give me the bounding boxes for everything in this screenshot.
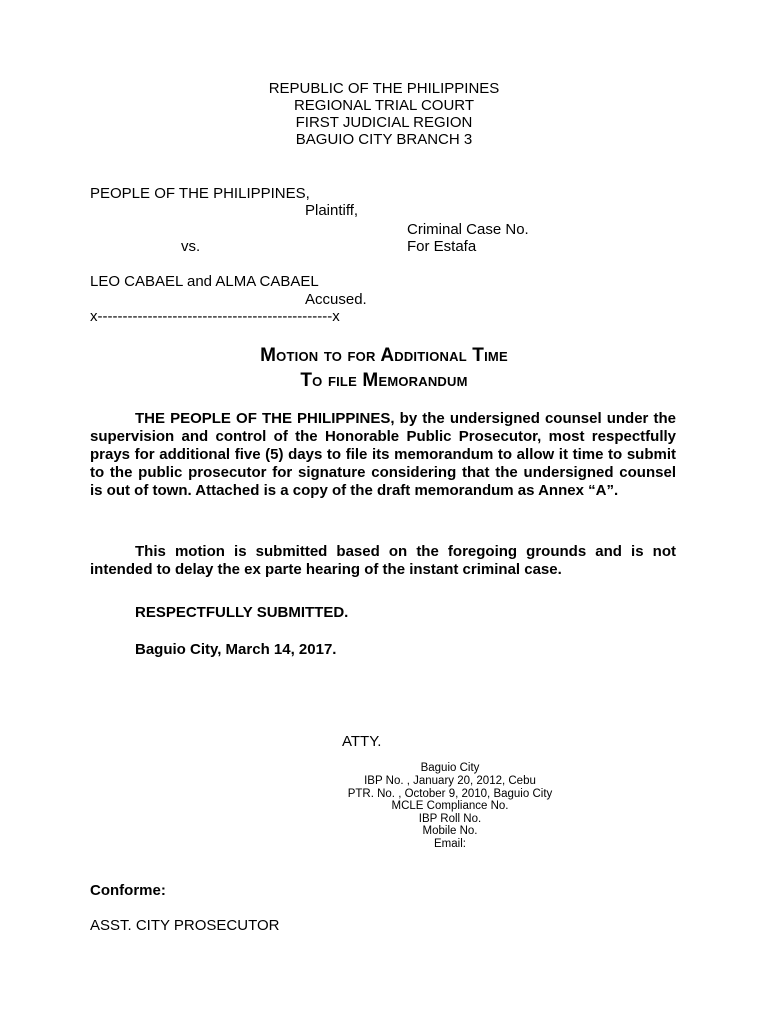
prosecutor-label: ASST. CITY PROSECUTOR xyxy=(90,917,280,934)
body-paragraph-2: This motion is submitted based on the foregoing grounds and is not intended to delay the ex parte hearing of the instant criminal case. xyxy=(90,543,676,578)
caption-branch: BAGUIO CITY BRANCH 3 xyxy=(295,131,473,148)
plaintiff-name: PEOPLE OF THE PHILIPPINES, xyxy=(90,185,310,202)
caption-region: FIRST JUDICIAL REGION xyxy=(295,114,473,131)
caption-separator: x-----------------------------------------------x xyxy=(90,308,340,325)
attorney-ibp: IBP No. , January 20, 2012, Cebu xyxy=(364,775,536,787)
place-and-date: Baguio City, March 14, 2017. xyxy=(135,641,337,658)
accused-role: Accused. xyxy=(305,291,367,308)
body-paragraph-1: THE PEOPLE OF THE PHILIPPINES, by the undersigned counsel under the supervision and control of the Honorable Public Prosecutor, most respectfully prays for additional five (5) days to file its memorandum to allow it time to submit to the public prosecutor for signature considering that the undersigned counsel is out of town. Attached is a copy of the draft memorandum as Annex “A”. xyxy=(90,410,676,499)
plaintiff-role: Plaintiff, xyxy=(305,202,359,219)
attorney-email: Email: xyxy=(434,838,466,850)
attorney-mobile: Mobile No. xyxy=(422,825,478,837)
attorney-roll: IBP Roll No. xyxy=(418,813,482,825)
attorney-mcle: MCLE Compliance No. xyxy=(391,800,509,812)
caption-court: REGIONAL TRIAL COURT xyxy=(293,97,475,114)
respectfully-submitted: RESPECTFULLY SUBMITTED. xyxy=(135,604,349,621)
attorney-ptr: PTR. No. , October 9, 2010, Baguio City xyxy=(347,788,553,800)
attorney-city: Baguio City xyxy=(420,762,480,774)
caption-republic: REPUBLIC OF THE PHILIPPINES xyxy=(268,80,500,97)
motion-title-line1: Motion to for Additional Time xyxy=(260,345,508,366)
case-number-label: Criminal Case No. xyxy=(407,221,529,238)
versus-label: vs. xyxy=(181,238,201,255)
motion-title-line2: To file Memorandum xyxy=(300,370,468,391)
offense-label: For Estafa xyxy=(407,238,477,255)
conforme-label: Conforme: xyxy=(90,882,166,899)
accused-name: LEO CABAEL and ALMA CABAEL xyxy=(90,273,319,290)
attorney-label: ATTY. xyxy=(342,733,382,750)
